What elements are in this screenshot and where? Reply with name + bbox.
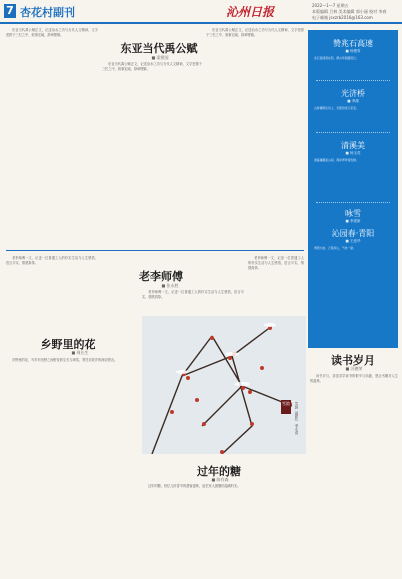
poem-text-3: 清溪潺潺流山间，两岸青翠景色鲜。	[314, 158, 359, 162]
poem-title-2: 光济桥	[341, 89, 365, 98]
article-title-years: 读书岁月	[331, 354, 375, 367]
section-title: 杏花村副刊	[20, 6, 75, 19]
poem-title-4: 咏雪	[345, 209, 361, 218]
poem-text-1: 兆石高速贯东西，群山环抱路悠长。	[314, 56, 359, 60]
editor-credits: 本版编辑 吕林 美术编辑 郭小丽 校对 李春	[312, 9, 387, 14]
article-title-teacher: 老李师傅	[139, 270, 183, 283]
poem-author-3: ■ 杨玉英	[345, 151, 361, 155]
poem-author-1: ■ 杨俊青	[345, 49, 361, 53]
article-title-east: 东亚当代禹公赋	[120, 42, 198, 55]
article-body-teacher-col1: 老李师傅一文，记述一位普通工人的朴实生活与人生感悟，语言平实，情感真挚。	[6, 256, 98, 265]
photo-caption: 雪韵（摄影） 李永清	[295, 402, 299, 435]
photo-image	[142, 316, 306, 454]
poem-text-5: 青阳大地，万里河山，气象一新。	[314, 246, 356, 250]
article-body-years: 读书岁月，讲述求学读书的艰辛与乐趣，感念书籍对人生的滋养。	[310, 374, 398, 383]
article-body-teacher-col3: 老李师傅一文，记述一位普通工人的朴实生活与人生感悟，语言平实，情感真挚。	[248, 256, 304, 270]
section-rule	[6, 250, 304, 251]
poem-title-5: 沁园春·青阳	[331, 229, 375, 238]
poem-divider	[316, 202, 390, 203]
poem-divider	[316, 80, 390, 81]
article-body-east-col1: 东亚当代禹公赋正文，记述治水之功与当代人文精神，文字密排于三栏之中，叙事宏阔，辞章铿锵。	[6, 28, 98, 37]
photo-seal: 雪韵	[281, 400, 291, 414]
article-body-sugar: 过年的糖，回忆儿时春节的甜蜜滋味，追忆家人团聚的温暖时光。	[148, 484, 241, 488]
snow-berries-photo	[142, 316, 306, 454]
byline-sugar: ■ 陈有森	[211, 477, 229, 482]
article-body-east-col2: 东亚当代禹公赋正文，记述治水之功与当代人文精神，文字密排于三栏之中，叙事宏阔，辞章铿锵。	[102, 62, 202, 71]
publication-date: 2022—1—7 星期五	[312, 3, 349, 8]
poetry-sidebar	[308, 30, 398, 348]
article-title-flower: 乡野里的花	[40, 338, 96, 351]
byline-teacher: ■ 张永胜	[161, 283, 179, 288]
byline-flower: ■ 周长生	[71, 350, 89, 355]
contact-email[interactable]: 电子邮箱 jsxzrb2016@163.com	[312, 15, 373, 20]
paper-logo: 沁州日报	[226, 5, 275, 19]
poem-author-5: ■ 王爱华	[345, 239, 361, 243]
poem-divider	[316, 132, 390, 133]
article-body-flower: 乡野里的花，写乡村田野之间野花的生长与凋零，寄托对故乡的深切思念。	[12, 358, 118, 362]
poem-author-4: ■ 李建新	[345, 219, 361, 223]
article-title-sugar: 过年的糖	[197, 465, 241, 478]
poem-title-3: 清溪美	[341, 141, 365, 150]
page-number: 7	[4, 4, 16, 18]
article-body-east-col3: 东亚当代禹公赋正文，记述治水之功与当代人文精神，文字密排于三栏之中，叙事宏阔，辞章铿锵。	[206, 28, 304, 37]
byline-east: ■ 梁建国	[151, 55, 169, 60]
poem-author-2: ■ 李蒲	[347, 99, 359, 103]
byline-years: ■ 冯德荣	[345, 366, 363, 371]
poem-text-2: 古桥横跨沁河上，光照济世万家安。	[314, 106, 359, 110]
article-body-teacher-col2: 老李师傅一文，记述一位普通工人的朴实生活与人生感悟，语言平实，情感真挚。	[142, 290, 244, 299]
poem-title-1: 赞兆石高速	[333, 39, 373, 48]
